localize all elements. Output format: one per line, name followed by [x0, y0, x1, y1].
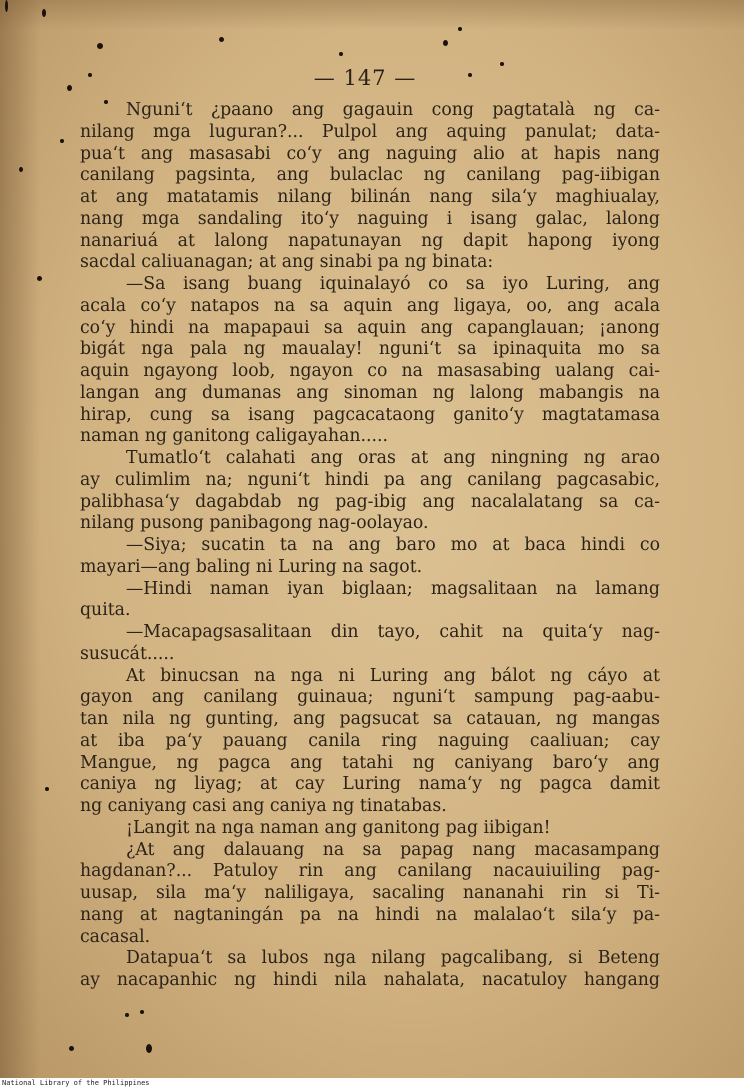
ink-spot	[19, 167, 23, 172]
text-line: nang at nagtaningán pa na hindi na malalao‘t sila‘y pa-	[80, 904, 660, 925]
text-line: —Sa isang buang iquinalayó co sa iyo Luring, ang	[126, 274, 660, 294]
page-top-shadow	[0, 0, 744, 30]
ink-spot	[45, 787, 49, 791]
text-line: nilang pusong panibagong nag-oolayao.	[80, 513, 429, 534]
text-line: ¡Langit na nga naman ang ganitong pag iibigan!	[126, 817, 551, 838]
text-line: canilang pagsinta, ang bulaclac ng canilang pag-iibigan	[80, 165, 660, 186]
text-line: ¿At ang dalauang na sa papag nang macasampang	[126, 839, 660, 860]
text-line: langan ang dumanas ang sinoman ng lalong mabangis na	[80, 382, 660, 403]
ink-spot	[60, 139, 64, 143]
page-number: — 147 —	[313, 66, 417, 90]
text-line: gayon ang canilang guinaua; nguni‘t sampung pag-aabu-	[80, 687, 660, 708]
text-line: susucát.....	[80, 643, 175, 664]
text-line: ay culimlim na; nguni‘t hindi pa ang canilang pagcasabic,	[80, 469, 660, 490]
footer-bar	[0, 1078, 744, 1088]
text-line: Tumatlo‘t calahati ang oras at ang ningning ng arao	[126, 448, 660, 468]
ink-spot	[5, 0, 8, 12]
ink-spot	[69, 1046, 74, 1051]
ink-spot	[219, 37, 224, 42]
ink-spot	[88, 73, 92, 77]
text-line: mayari—ang baling ni Luring na sagot.	[80, 556, 423, 577]
ink-spot	[339, 52, 343, 56]
text-line: —Siya; sucatin ta na ang baro mo at baca hindi co	[126, 535, 660, 555]
text-line: Nguni‘t ¿paano ang gagauin cong pagtatalà ng ca-	[126, 100, 660, 120]
text-line: nanariuá at lalong napatunayan ng dapit hapong iyong	[80, 230, 660, 251]
text-line: Mangue, ng pagca ang tatahi ng caniyang baro‘y ang	[80, 752, 660, 773]
ink-spot	[67, 85, 72, 91]
text-line: tan nila ng gunting, ang pagsucat sa catauan, ng mangas	[80, 709, 660, 729]
ink-spot	[97, 43, 103, 49]
body-text	[80, 100, 660, 992]
text-line: co‘y hindi na mapapaui sa aquin ang capanglauan; ¡anong	[80, 317, 660, 338]
ink-spot	[468, 73, 472, 77]
text-line: caniya ng liyag; at cay Luring nama‘y ng pagca damit	[80, 774, 660, 795]
text-line: hagdanan?... Patuloy rin ang canilang nacauiuiling pag-	[80, 861, 660, 882]
text-line: ay nacapanhic ng hindi nila nahalata, nacatuloy hangang	[80, 970, 660, 990]
text-line: hirap, cung sa isang pagcacataong ganito‘y magtatamasa	[80, 404, 660, 425]
text-line: Datapua‘t sa lubos nga nilang pagcalibang, si Beteng	[126, 948, 660, 969]
text-line: ng caniyang casi ang caniya ng tinatabas.	[80, 796, 447, 816]
text-line: nang mga sandaling ito‘y naguing i isang galac, lalong	[80, 208, 660, 229]
text-line: nilang mga luguran?... Pulpol ang aquing panulat; data-	[80, 121, 660, 142]
footer-credit: National Library of the Philippines	[2, 1079, 150, 1087]
text-line: uusap, sila ma‘y naliligaya, sacaling nananahi rin si Ti-	[80, 883, 660, 903]
text-line: aquin ngayong loob, ngayon co na masasabing ualang cai-	[80, 361, 660, 381]
ink-spot	[146, 1044, 152, 1053]
text-line: quita.	[80, 600, 131, 621]
text-line: At binucsan na nga ni Luring ang bálot ng cáyo at	[126, 665, 660, 686]
ink-spot	[125, 1013, 129, 1017]
text-line: acala co‘y natapos na sa aquin ang ligaya, oo, ang acala	[80, 295, 660, 316]
text-line: naman ng ganitong caligayahan.....	[80, 426, 388, 447]
text-line: —Hindi naman iyan biglaan; magsalitaan na lamang	[126, 578, 660, 599]
page-edge-shadow	[0, 0, 40, 1078]
ink-spot	[458, 27, 462, 31]
text-line: bigát nga pala ng maualay! nguni‘t sa ipinaquita mo sa	[80, 339, 660, 360]
text-line: —Macapagsasalitaan din tayo, cahit na quita‘y nag-	[126, 622, 660, 642]
ink-spot	[500, 62, 504, 66]
ink-spot	[42, 9, 46, 17]
text-line: sacdal caliuanagan; at ang sinabi pa ng binata:	[80, 252, 494, 273]
text-line: pua‘t ang masasabi co‘y ang naguing alio at hapis nang	[80, 143, 660, 164]
text-line: at ang matatamis nilang bilinán nang sila‘y maghiualay,	[80, 187, 660, 207]
ink-spot	[140, 1010, 144, 1014]
text-line: at iba pa‘y pauang canila ring naguing caaliuan; cay	[80, 730, 660, 751]
ink-spot	[443, 40, 448, 46]
ink-spot	[37, 276, 42, 281]
text-line: cacasal.	[80, 926, 151, 947]
text-line: palibhasa‘y dagabdab ng pag-ibig ang nacalalatang sa ca-	[80, 491, 660, 512]
